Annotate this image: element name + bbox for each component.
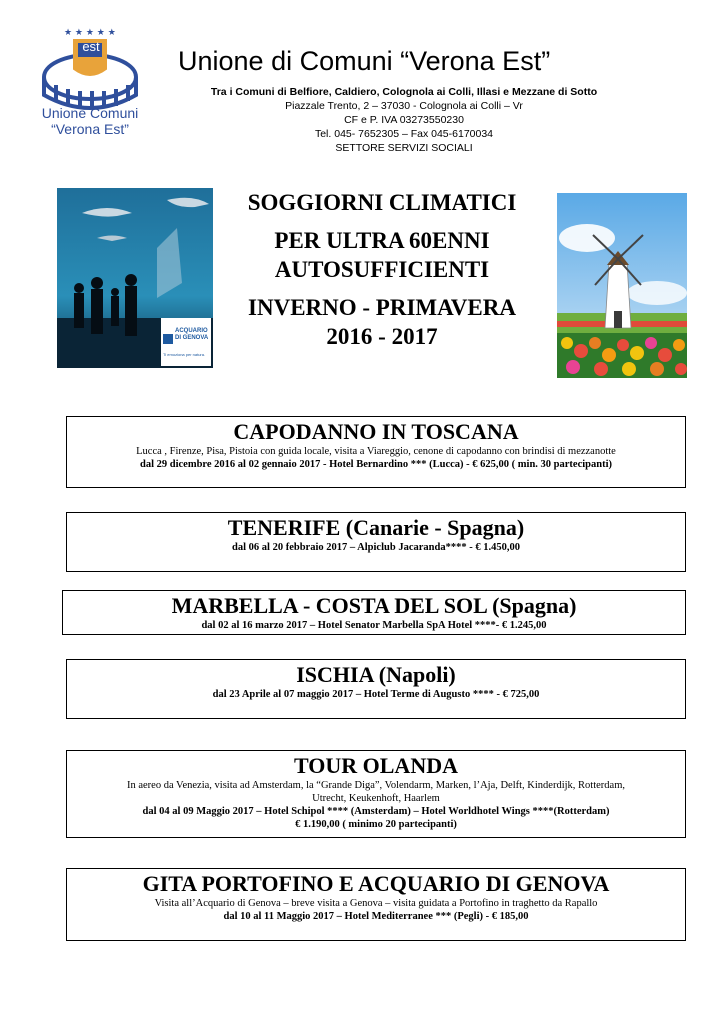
org-info-line4: Tel. 045- 7652305 – Fax 045-6170034 [314,128,494,140]
trip-title: TENERIFE (Canarie - Spagna) [227,515,525,540]
logo-text-line1: Unione Comuni [41,105,139,121]
windmill-tulips-illustration-icon [557,193,687,378]
aquarium-caption [175,328,211,342]
main-title-line1: SOGGIORNI CLIMATICI [247,190,517,215]
trip-title: TOUR OLANDA [293,753,458,778]
trip-title: CAPODANNO IN TOSCANA [233,419,519,444]
trip-box-portofino [66,868,686,941]
trip-detail: dal 29 dicembre 2016 al 02 gennaio 2017 - Hotel Bernardino *** (Lucca) - € 625,00 ( min. 30 partecipanti) [140,459,612,470]
main-title-line5: 2016 - 2017 [326,324,438,349]
org-info-line1: Tra i Comuni di Belfiore, Caldiero, Colognola ai Colli, Illasi e Mezzane di Sotto [210,86,598,98]
trip-box-tenerife [66,512,686,572]
trip-desc-line1: In aereo da Venezia, visita ad Amsterdam, la “Grande Diga”, Volendarm, Marken, l’Aja, Delft, Kinderdijk, Rotterdam, [126,780,625,791]
trip-box-capodanno [66,416,686,488]
trip-title: GITA PORTOFINO E ACQUARIO DI GENOVA [142,871,610,896]
trip-desc: Lucca , Firenze, Pisa, Pistoia con guida locale, visita a Viareggio, cenone di capodanno con brindisi di mezzanotte [136,446,616,457]
trip-detail-line1: dal 04 al 09 Maggio 2017 – Hotel Schipol **** (Amsterdam) – Hotel Worldhotel Wings ****(Rotterdam) [142,806,610,817]
trip-detail: dal 10 al 11 Maggio 2017 – Hotel Mediterranee *** (Pegli) - € 185,00 [223,911,529,922]
main-title-line4: INVERNO - PRIMAVERA [248,295,516,320]
trip-desc: Visita all’Acquario di Genova – breve visita a Genova – visita guidata a Portofino in traghetto da Rapallo [154,898,598,909]
trip-box-ischia [66,659,686,719]
trip-desc-line2: Utrecht, Keukenhoft, Haarlem [312,793,440,804]
org-title: Unione di Comuni “Verona Est” [178,46,551,76]
logo [30,25,150,145]
svg-text:★ ★ ★ ★ ★: ★ ★ ★ ★ ★ [64,28,116,38]
main-title-line2: PER ULTRA 60ENNI [274,228,490,253]
aquarium-photo [57,188,213,368]
main-title [222,188,542,351]
aquarium-caption-line1: ACQUARIO [175,328,208,334]
org-info-line3: CF e P. IVA 03273550230 [344,114,464,126]
aquarium-caption-line2: DI GENOVA [175,335,209,341]
org-info [175,85,633,155]
trip-box-marbella [62,590,686,635]
logo-badge-text: est [82,39,100,54]
trip-detail: dal 06 al 20 febbraio 2017 – Alpiclub Jacaranda**** - € 1.450,00 [232,542,520,553]
trip-detail: dal 02 al 16 marzo 2017 – Hotel Senator Marbella SpA Hotel ****- € 1.245,00 [201,620,547,631]
trip-box-olanda [66,750,686,838]
org-info-line5: SETTORE SERVIZI SOCIALI [335,142,473,154]
logo-text-line2: “Verona Est” [51,121,129,137]
aquarium-slogan: Ti emoziona per natura. [163,352,206,357]
org-info-line2: Piazzale Trento, 2 – 37030 - Colognola ai Colli – Vr [285,100,523,112]
trip-detail-line2: € 1.190,00 ( minimo 20 partecipanti) [295,819,457,830]
trip-title: ISCHIA (Napoli) [296,662,456,687]
main-title-line3: AUTOSUFFICIENTI [274,257,490,282]
trip-detail: dal 23 Aprile al 07 maggio 2017 – Hotel Terme di Augusto **** - € 725,00 [212,689,540,700]
trip-title: MARBELLA - COSTA DEL SOL (Spagna) [171,593,577,618]
windmill-photo [557,193,687,378]
